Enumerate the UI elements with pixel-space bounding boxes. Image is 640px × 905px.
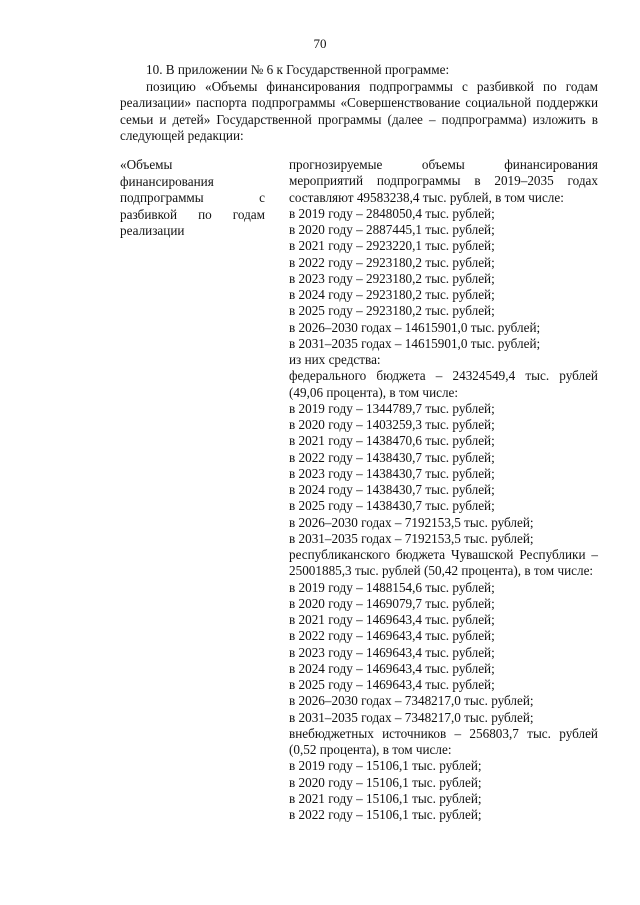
extrabudget-year-line: в 2021 году – 15106,1 тыс. рублей; [289, 790, 482, 806]
financing-label: «Объемы финансирования подпрограммы с разбивкой по годам реализации [120, 157, 265, 239]
federal-year-line: в 2019 году – 1344789,7 тыс. рублей; [289, 400, 495, 416]
federal-year-line: в 2024 году – 1438430,7 тыс. рублей; [289, 482, 495, 497]
total-year-line: в 2021 году – 2923220,1 тыс. рублей; [289, 238, 495, 254]
total-year-line: в 2023 году – 2923180,2 тыс. рублей; [289, 270, 495, 286]
federal-year-line: в 2023 году – 1438430,7 тыс. рублей; [289, 465, 495, 481]
total-year-line: в 2022 году – 2923180,2 тыс. рублей; [289, 254, 495, 270]
intro-section [120, 62, 598, 145]
republic-year-line: в 2022 году – 1469643,4 тыс. рублей; [289, 628, 495, 644]
federal-year-line: в 2031–2035 годах – 7192153,5 тыс. рублей; [289, 530, 534, 546]
total-year-line: в 2025 году – 2923180,2 тыс. рублей; [289, 303, 495, 319]
federal-summary: федерального бюджета – 24324549,4 тыс. рублей (49,06 процента), в том числе: [289, 368, 598, 400]
republic-year-line: в 2023 году – 1469643,4 тыс. рублей; [289, 644, 495, 660]
extrabudget-year-line: в 2020 году – 15106,1 тыс. рублей; [289, 774, 482, 790]
page-number: 70 [313, 36, 327, 51]
federal-year-line: в 2025 году – 1438430,7 тыс. рублей; [289, 498, 495, 514]
total-year-line: в 2031–2035 годах – 14615901,0 тыс. рублей; [289, 335, 541, 351]
of-which-label: из них средства: [289, 352, 381, 367]
federal-year-line: в 2026–2030 годах – 7192153,5 тыс. рублей; [289, 514, 534, 530]
republic-year-line: в 2025 году – 1469643,4 тыс. рублей; [289, 677, 495, 692]
extrabudget-year-line: в 2019 году – 15106,1 тыс. рублей; [289, 758, 482, 774]
total-summary: прогнозируемые объемы финансирования мероприятий подпрограммы в 2019–2035 годах составляют 49583238,4 тыс. рублей, в том числе: [289, 157, 598, 205]
financing-details [289, 157, 598, 823]
total-year-line: в 2019 году – 2848050,4 тыс. рублей; [289, 205, 495, 221]
republic-year-line: в 2020 году – 1469079,7 тыс. рублей; [289, 595, 495, 611]
extrabudget-summary: внебюджетных источников – 256803,7 тыс. рублей (0,52 процента), в том числе: [289, 725, 598, 757]
republic-year-line: в 2021 году – 1469643,4 тыс. рублей; [289, 612, 495, 627]
intro-heading: 10. В приложении № 6 к Государственной программе: [146, 62, 450, 77]
republic-summary: республиканского бюджета Чувашской Республики – 25001885,3 тыс. рублей (50,42 процента), в том числе: [289, 547, 598, 579]
total-year-line: в 2020 году – 2887445,1 тыс. рублей; [289, 222, 495, 237]
federal-year-line: в 2020 году – 1403259,3 тыс. рублей; [289, 417, 495, 432]
intro-paragraph: позицию «Объемы финансирования подпрограммы с разбивкой по годам реализации» паспорта подпрограммы «Совершенствование социальной поддержки семьи и детей» Государственной программы (далее – подпрограмма) изложить в следующей редакции: [120, 78, 598, 144]
republic-year-line: в 2026–2030 годах – 7348217,0 тыс. рублей; [289, 693, 534, 709]
extrabudget-year-line: в 2022 году – 15106,1 тыс. рублей; [289, 807, 482, 822]
federal-year-line: в 2021 году – 1438470,6 тыс. рублей; [289, 433, 495, 449]
republic-year-line: в 2031–2035 годах – 7348217,0 тыс. рублей; [289, 709, 534, 725]
republic-year-line: в 2019 году – 1488154,6 тыс. рублей; [289, 579, 495, 595]
total-year-line: в 2026–2030 годах – 14615901,0 тыс. рублей; [289, 319, 541, 335]
republic-year-line: в 2024 году – 1469643,4 тыс. рублей; [289, 660, 495, 676]
federal-year-line: в 2022 году – 1438430,7 тыс. рублей; [289, 449, 495, 465]
total-year-line: в 2024 году – 2923180,2 тыс. рублей; [289, 287, 495, 302]
